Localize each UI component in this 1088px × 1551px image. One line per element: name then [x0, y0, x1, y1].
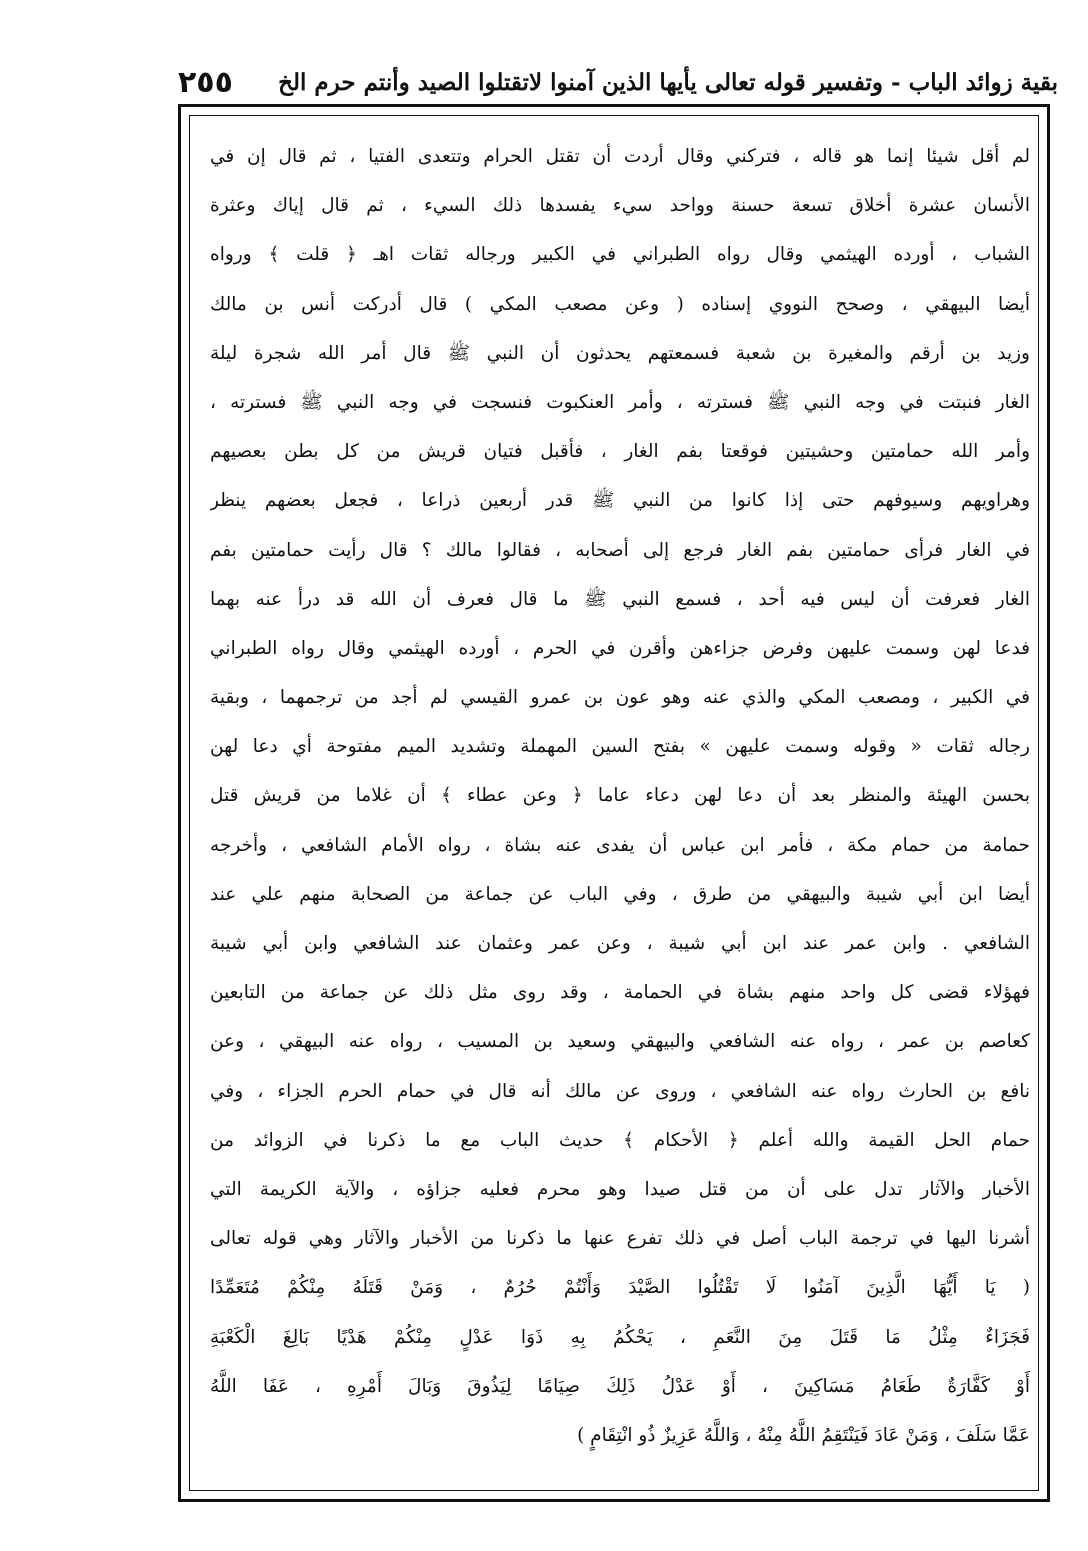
text-line: فدعا لهن وسمت عليهن وفرض جزاءهن وأقرن في الحرم ، أورده الهيثمي وقال رواه الطبراني: [210, 637, 1030, 659]
text-line: الغار فنبتت في وجه النبي ﷺ فسترته ، وأمر العنكبوت فنسجت في وجه النبي ﷺ فسترته ،: [210, 391, 1030, 413]
text-line: الأنسان عشرة أخلاق تسعة حسنة وواحد سيء يفسدها ذلك السيء ، ثم قال إياك وعثرة: [210, 195, 1030, 217]
text-line: رجاله ثقات « وقوله وسمت عليهن » بفتح السين المهملة وتشديد الميم مفتوحة أي دعا لهن: [210, 736, 1030, 758]
body-text: [210, 132, 1030, 1460]
running-header: [178, 62, 1058, 102]
quran-verse-line: فَجَزَاءٌ مِثْلُ مَا قَتَلَ مِنَ النَّعَمِ ، يَحْكُمُ بِهِ ذَوَا عَدْلٍ مِنْكُمْ هَدْيًا بَالِغَ الْكَعْبَةِ: [210, 1326, 1030, 1348]
text-line: فهؤلاء قضى كل واحد منهم بشاة في الحمامة ، وقد روى مثل ذلك عن جماعة من التابعين: [210, 982, 1030, 1004]
text-line: أيضا البيهقي ، وصحح النووي إسناده ( وعن مصعب المكي ) قال أدركت أنس بن مالك: [210, 293, 1030, 315]
text-line: حمام الحل القيمة والله أعلم ﴿ الأحكام ﴾ حديث الباب مع ما ذكرنا في الزوائد من: [210, 1129, 1030, 1151]
quran-verse-line: ( يَا أَيُّهَا الَّذِينَ آمَنُوا لَا تَقْتُلُوا الصَّيْدَ وَأَنْتُمْ حُرُمٌ ، وَمَنْ قَتَلَهُ مِنْكُمْ مُتَعَمِّدًا: [210, 1277, 1030, 1299]
text-line: في الغار فرأى حمامتين بفم الغار فرجع إلى أصحابه ، فقالوا مالك ؟ قال رأيت حمامتين بفم: [210, 539, 1030, 561]
text-line: كعاصم بن عمر ، رواه عنه الشافعي والبيهقي وسعيد بن المسيب ، رواه عنه البيهقي ، وعن: [210, 1031, 1030, 1053]
text-line: الأخبار والآثار تدل على أن من قتل صيدا وهو محرم فعليه جزاؤه ، والآية الكريمة التي: [210, 1178, 1030, 1200]
quran-verse-line: أَوْ كَفَّارَةٌ طَعَامُ مَسَاكِينَ ، أَوْ عَدْلُ ذَلِكَ صِيَامًا لِيَذُوقَ وَبَالَ أَمْرِهِ ، عَفَا اللَّهُ: [210, 1375, 1030, 1397]
text-line: أيضا ابن أبي شيبة والبيهقي من طرق ، وفي الباب عن جماعة من الصحابة منهم علي عند: [210, 883, 1030, 905]
text-line: لم أقل شيئا إنما هو قاله ، فتركني وقال أردت أن تقتل الحرام وتتعدى الفتيا ، ثم قال إن في: [210, 146, 1030, 167]
text-line: في الكبير ، ومصعب المكي والذي عنه وهو عون بن عمرو القيسي لم أجد من ترجمهما ، وبقية: [210, 687, 1030, 709]
text-line: أشرنا اليها في ترجمة الباب أصل في ذلك تفرع عنها ما ذكرنا من الأخبار والآثار وهي قوله تعالى: [210, 1228, 1030, 1250]
text-line: الغار فعرفت أن ليس فيه أحد ، فسمع النبي ﷺ ما قال فعرف أن الله قد درأ عنه بهما: [210, 588, 1030, 610]
text-line: بحسن الهيئة والمنظر بعد أن دعا لهن دعاء عاما ﴿ وعن عطاء ﴾ أن غلاما من قريش قتل: [210, 785, 1030, 807]
text-line: وهراويهم وسيوفهم حتى إذا كانوا من النبي ﷺ قدر أربعين ذراعا ، فجعل بعضهم ينظر: [210, 490, 1030, 512]
text-line: نافع بن الحارث رواه عنه الشافعي ، وروى عن مالك أنه قال في حمام الحرم الجزاء ، وفي: [210, 1080, 1030, 1102]
text-line: حمامة من حمام مكة ، فأمر ابن عباس أن يفدى عنه بشاة ، رواه الأمام الشافعي ، وأخرجه: [210, 834, 1030, 856]
header-title: بقية زوائد الباب - وتفسير قوله تعالى يأيها الذين آمنوا لاتقتلوا الصيد وأنتم حرم الخ: [278, 68, 1058, 96]
quran-verse-line: عَمَّا سَلَفَ ، وَمَنْ عَادَ فَيَنْتَقِمُ اللَّهُ مِنْهُ ، وَاللَّهُ عَزِيزٌ ذُو انْتِقَامٍ ): [577, 1424, 1030, 1446]
text-line: وأمر الله حمامتين وحشيتين فوقعتا بفم الغار ، فأقبل فتيان قريش من كل بطن بعصيهم: [210, 441, 1030, 463]
page-number: ٢٥٥: [178, 64, 233, 100]
text-line: وزيد بن أرقم والمغيرة بن شعبة فسمعتهم يحدثون أن النبي ﷺ قال أمر الله شجرة ليلة: [210, 342, 1030, 364]
text-line: الشباب ، أورده الهيثمي وقال رواه الطبراني في الكبير ورجاله ثقات اهـ ﴿ قلت ﴾ ورواه: [210, 244, 1030, 266]
text-line: الشافعي . وابن عمر عند ابن أبي شيبة ، وعن عمر وعثمان عند الشافعي وابن أبي شيبة: [210, 933, 1030, 954]
